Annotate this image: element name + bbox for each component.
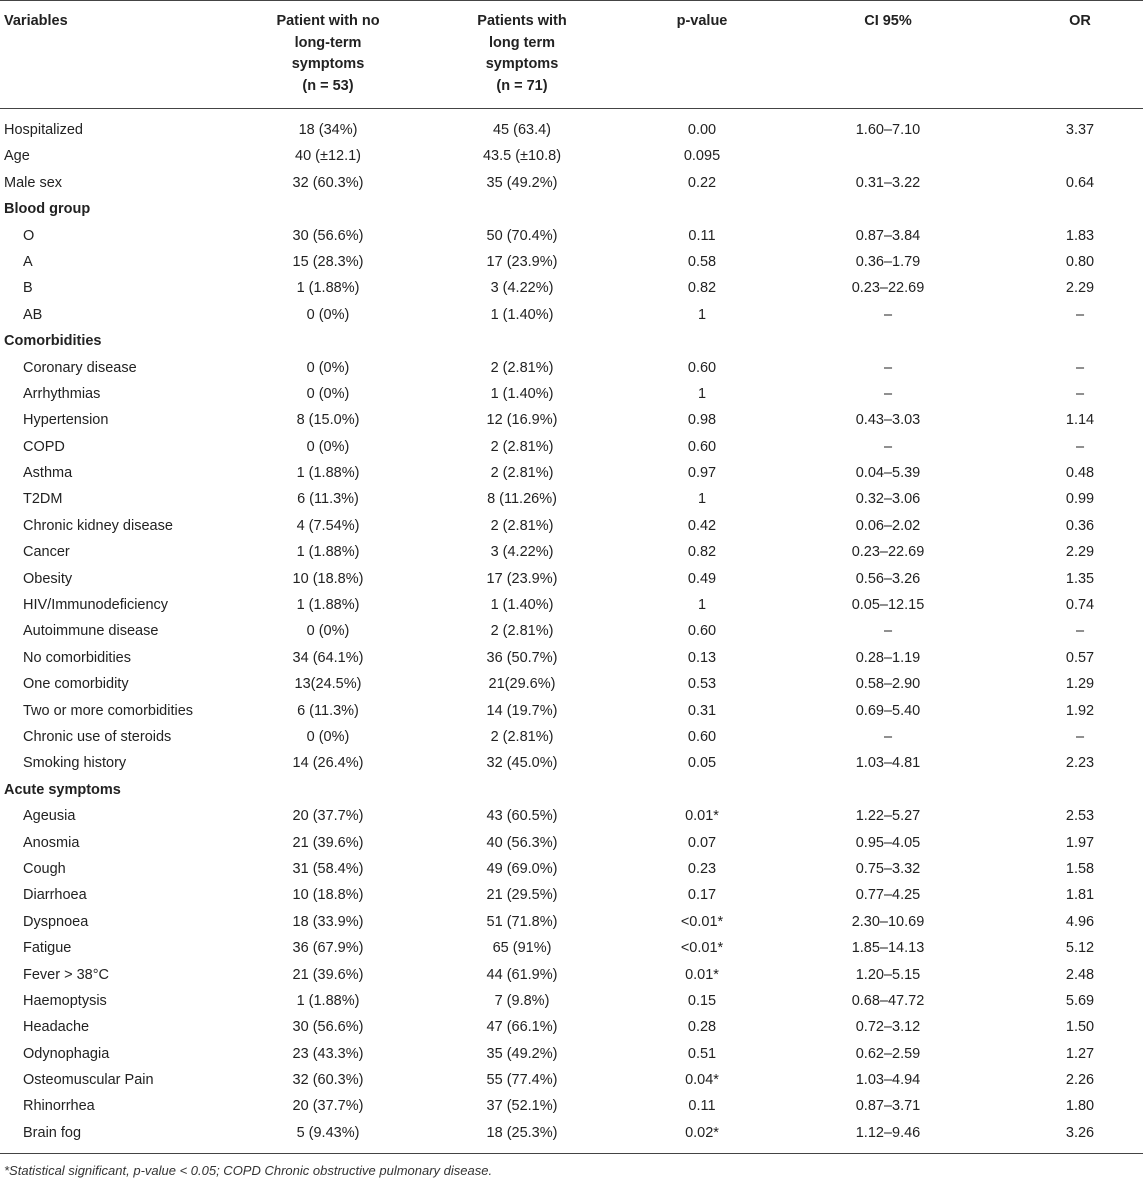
row-label: Two or more comorbidities — [23, 702, 194, 719]
cell-long-term: 47 (66.1%) — [486, 1019, 558, 1036]
cell-ci: – — [883, 359, 893, 376]
section-heading-row — [0, 196, 1143, 222]
cell-ci: 1.20–5.15 — [855, 966, 921, 983]
cell-pvalue: 1 — [697, 491, 707, 508]
table-row — [0, 935, 1143, 961]
cell-ci: 1.60–7.10 — [855, 122, 921, 138]
cell-pvalue: 0.49 — [687, 570, 717, 587]
row-label: T2DM — [23, 491, 63, 508]
cell-no-long-term: 23 (43.3%) — [292, 1045, 364, 1062]
cell-pvalue: 0.98 — [687, 412, 717, 429]
table-row — [0, 618, 1143, 644]
table-row — [0, 355, 1143, 381]
row-label: Anosmia — [23, 834, 80, 851]
table-row — [0, 407, 1143, 433]
cell-pvalue: 0.53 — [687, 676, 717, 693]
cell-long-term: 2 (2.81%) — [490, 728, 554, 745]
cell-no-long-term: 8 (15.0%) — [296, 412, 360, 429]
cell-long-term: 3 (4.22%) — [490, 544, 554, 561]
cell-pvalue: 0.60 — [687, 623, 717, 640]
cell-no-long-term: 1 (1.88%) — [296, 544, 360, 561]
cell-long-term: 2 (2.81%) — [490, 517, 554, 534]
cell-no-long-term: 0 (0%) — [306, 728, 350, 745]
row-label: Obesity — [23, 570, 73, 587]
table-row — [0, 856, 1143, 882]
table-row — [0, 803, 1143, 829]
cell-long-term: 8 (11.26%) — [487, 491, 557, 508]
cell-or: 1.29 — [1065, 676, 1095, 693]
cell-no-long-term: 4 (7.54%) — [296, 517, 360, 534]
cell-or: 1.27 — [1065, 1045, 1095, 1062]
cell-pvalue: 0.11 — [688, 1098, 716, 1115]
cell-no-long-term: 30 (56.6%) — [292, 227, 364, 244]
header-line: Patients with — [477, 13, 567, 29]
row-label: No comorbidities — [23, 649, 131, 666]
table-row — [0, 513, 1143, 539]
cell-no-long-term: 36 (67.9%) — [292, 940, 364, 957]
header-or: OR — [1069, 13, 1091, 29]
row-label: Acute symptoms — [4, 781, 121, 798]
row-label: Age — [4, 148, 30, 165]
table-row — [0, 724, 1143, 750]
cell-pvalue: 1 — [697, 385, 707, 402]
top-rule — [0, 0, 1143, 1]
cell-or: 5.12 — [1065, 940, 1095, 957]
cell-long-term: 2 (2.81%) — [490, 465, 554, 482]
row-label: Brain fog — [23, 1124, 82, 1141]
table-row — [0, 1041, 1143, 1067]
table-row — [0, 1014, 1143, 1040]
cell-long-term: 2 (2.81%) — [490, 438, 554, 455]
cell-or: – — [1075, 306, 1085, 323]
row-label: COPD — [23, 438, 65, 455]
header-line: Patient with no — [276, 13, 380, 29]
cell-long-term: 1 (1.40%) — [490, 385, 554, 402]
header-variables: Variables — [4, 13, 68, 29]
cell-or: 0.74 — [1065, 597, 1095, 614]
cell-no-long-term: 0 (0%) — [306, 438, 350, 455]
row-label: Cough — [23, 860, 66, 877]
row-label: Comorbidities — [4, 333, 102, 350]
cell-or: – — [1075, 359, 1085, 376]
cell-long-term: 32 (45.0%) — [486, 755, 558, 772]
cell-long-term: 40 (56.3%) — [486, 834, 558, 851]
cell-no-long-term: 6 (11.3%) — [297, 702, 359, 719]
row-label: Hypertension — [23, 412, 109, 429]
cell-or: 1.83 — [1065, 227, 1095, 244]
table-footnote: *Statistical significant, p-value < 0.05; COPD Chronic obstructive pulmonary disease. — [4, 1163, 493, 1178]
table-row — [0, 592, 1143, 618]
cell-pvalue: 0.07 — [687, 834, 717, 851]
cell-no-long-term: 0 (0%) — [306, 306, 350, 323]
cell-pvalue: 0.60 — [687, 438, 717, 455]
cell-long-term: 7 (9.8%) — [494, 992, 550, 1009]
cell-long-term: 49 (69.0%) — [486, 860, 558, 877]
cell-ci: 0.43–3.03 — [855, 412, 921, 429]
cell-ci: 0.04–5.39 — [855, 465, 921, 482]
row-label: Arrhythmias — [23, 385, 101, 402]
cell-or: 4.96 — [1065, 913, 1095, 930]
cell-pvalue: 0.02* — [685, 1124, 719, 1141]
cell-no-long-term: 32 (60.3%) — [292, 1072, 364, 1089]
cell-long-term: 44 (61.9%) — [486, 966, 558, 983]
row-label: Dyspnoea — [23, 913, 89, 930]
cell-ci: 1.03–4.94 — [855, 1072, 921, 1089]
cell-ci: 1.12–9.46 — [855, 1124, 921, 1141]
row-label: Ageusia — [23, 808, 76, 825]
cell-pvalue: 0.17 — [687, 887, 717, 904]
row-label: Asthma — [23, 465, 73, 482]
cell-long-term: 1 (1.40%) — [490, 306, 554, 323]
cell-ci: 0.75–3.32 — [855, 860, 921, 877]
cell-ci: 0.58–2.90 — [855, 676, 921, 693]
cell-long-term: 1 (1.40%) — [490, 597, 554, 614]
cell-ci: 0.87–3.71 — [855, 1098, 921, 1115]
cell-ci: 1.85–14.13 — [851, 940, 925, 957]
row-label: Chronic use of steroids — [23, 728, 172, 745]
cell-long-term: 12 (16.9%) — [486, 412, 558, 429]
cell-or: 2.53 — [1065, 808, 1095, 825]
header-ci: CI 95% — [864, 13, 912, 29]
table-row — [0, 143, 1143, 169]
cell-no-long-term: 6 (11.3%) — [297, 491, 359, 508]
cell-ci: 0.32–3.06 — [855, 491, 921, 508]
header-line: long term — [488, 34, 556, 51]
row-label: Osteomuscular Pain — [23, 1072, 154, 1089]
cell-ci: – — [883, 438, 893, 455]
cell-no-long-term: 1 (1.88%) — [296, 992, 360, 1009]
cell-no-long-term: 0 (0%) — [306, 623, 350, 640]
cell-pvalue: 0.11 — [688, 227, 716, 244]
table-row — [0, 381, 1143, 407]
cell-or: 2.29 — [1065, 544, 1095, 561]
cell-long-term: 51 (71.8%) — [486, 913, 558, 930]
header-line: (n = 53) — [302, 77, 354, 94]
table-row — [0, 988, 1143, 1014]
table-row — [0, 909, 1143, 935]
cell-or: 0.99 — [1065, 491, 1095, 508]
bottom-rule — [0, 1153, 1143, 1154]
cell-pvalue: 1 — [697, 306, 707, 323]
cell-long-term: 43.5 (±10.8) — [482, 148, 562, 165]
header-long-term — [452, 11, 592, 97]
header-no-long-term — [258, 11, 398, 97]
header-line: (n = 71) — [496, 77, 548, 94]
cell-ci: – — [883, 385, 893, 402]
row-label: A — [23, 253, 33, 270]
row-label: Fatigue — [23, 940, 72, 957]
cell-ci: 0.69–5.40 — [855, 702, 921, 719]
cell-ci: 0.23–22.69 — [851, 280, 925, 297]
table-row — [0, 671, 1143, 697]
cell-or: – — [1075, 385, 1085, 402]
cell-long-term: 2 (2.81%) — [490, 359, 554, 376]
row-label: Coronary disease — [23, 359, 137, 376]
cell-pvalue: 0.82 — [687, 280, 717, 297]
cell-pvalue: <0.01* — [680, 913, 724, 930]
cell-no-long-term: 0 (0%) — [306, 385, 350, 402]
cell-no-long-term: 10 (18.8%) — [292, 570, 364, 587]
table-row — [0, 645, 1143, 671]
cell-or: 1.92 — [1065, 702, 1095, 719]
row-label: Male sex — [4, 174, 63, 191]
row-label: Cancer — [23, 544, 70, 561]
cell-long-term: 21 (29.5%) — [486, 887, 558, 904]
cell-ci: 0.23–22.69 — [851, 544, 925, 561]
cell-no-long-term: 21 (39.6%) — [292, 966, 364, 983]
cell-ci: 0.36–1.79 — [855, 253, 921, 270]
table-row — [0, 566, 1143, 592]
cell-or: 0.64 — [1065, 174, 1095, 191]
cell-long-term: 21(29.6%) — [488, 676, 556, 693]
table-row — [0, 434, 1143, 460]
table-row — [0, 223, 1143, 249]
cell-or: 2.26 — [1065, 1072, 1095, 1089]
cell-long-term: 35 (49.2%) — [486, 1045, 558, 1062]
cell-no-long-term: 1 (1.88%) — [296, 597, 360, 614]
row-label: Odynophagia — [23, 1045, 110, 1062]
table-row — [0, 170, 1143, 196]
cell-ci: 0.72–3.12 — [855, 1019, 921, 1036]
cell-ci: 0.87–3.84 — [855, 227, 921, 244]
cell-pvalue: 0.15 — [687, 992, 717, 1009]
cell-pvalue: 0.04* — [685, 1072, 719, 1089]
cell-long-term: 65 (91%) — [492, 940, 552, 957]
header-line: long-term — [294, 34, 362, 51]
cell-pvalue: 0.05 — [687, 755, 717, 772]
cell-long-term: 14 (19.7%) — [486, 702, 558, 719]
cell-long-term: 37 (52.1%) — [486, 1098, 558, 1115]
row-label: Haemoptysis — [23, 992, 107, 1009]
cell-or: 2.29 — [1065, 280, 1095, 297]
cell-or: 3.26 — [1065, 1124, 1095, 1141]
cell-pvalue: 0.00 — [687, 122, 717, 138]
section-heading-row — [0, 328, 1143, 354]
table-row — [0, 750, 1143, 776]
cell-ci: 0.31–3.22 — [855, 174, 921, 191]
cell-ci: 0.62–2.59 — [855, 1045, 921, 1062]
cell-no-long-term: 20 (37.7%) — [292, 808, 364, 825]
cell-or: 0.57 — [1065, 649, 1095, 666]
cell-pvalue: 0.60 — [687, 728, 717, 745]
table-row — [0, 117, 1143, 143]
cell-or: 1.14 — [1065, 412, 1095, 429]
cell-pvalue: 0.01* — [685, 808, 719, 825]
cell-no-long-term: 1 (1.88%) — [296, 465, 360, 482]
table-row — [0, 486, 1143, 512]
cell-pvalue: 0.28 — [687, 1019, 717, 1036]
table-row — [0, 830, 1143, 856]
cell-or: 0.36 — [1065, 517, 1095, 534]
header-line: symptoms — [485, 56, 559, 72]
cell-long-term: 45 (63.4) — [492, 122, 552, 138]
cell-long-term: 35 (49.2%) — [486, 174, 558, 191]
cell-ci: – — [883, 728, 893, 745]
cell-or: 2.48 — [1065, 966, 1095, 983]
cell-or: 1.80 — [1065, 1098, 1095, 1115]
cell-no-long-term: 13(24.5%) — [294, 676, 362, 693]
cell-pvalue: 0.60 — [687, 359, 717, 376]
table-row — [0, 302, 1143, 328]
row-label: Rhinorrhea — [23, 1098, 95, 1115]
cell-long-term: 17 (23.9%) — [486, 253, 558, 270]
row-label: One comorbidity — [23, 676, 129, 693]
cell-pvalue: 1 — [697, 597, 707, 614]
cell-or: 0.48 — [1065, 465, 1095, 482]
table-row — [0, 698, 1143, 724]
cell-ci: 0.56–3.26 — [855, 570, 921, 587]
row-label: Chronic kidney disease — [23, 517, 173, 534]
row-label: Diarrhoea — [23, 887, 87, 904]
cell-or: – — [1075, 623, 1085, 640]
cell-pvalue: 0.22 — [687, 174, 717, 191]
cell-long-term: 18 (25.3%) — [486, 1124, 558, 1141]
cell-no-long-term: 32 (60.3%) — [292, 174, 364, 191]
row-label: HIV/Immunodeficiency — [23, 597, 169, 614]
cell-long-term: 36 (50.7%) — [486, 649, 558, 666]
cell-pvalue: <0.01* — [680, 940, 724, 957]
cell-or: – — [1075, 438, 1085, 455]
cell-pvalue: 0.82 — [687, 544, 717, 561]
cell-long-term: 55 (77.4%) — [486, 1072, 558, 1089]
table-row — [0, 1120, 1143, 1146]
row-label: B — [23, 280, 33, 297]
row-label: Fever > 38°C — [23, 966, 109, 983]
cell-pvalue: 0.01* — [685, 966, 719, 983]
section-heading-row — [0, 777, 1143, 803]
table-row — [0, 249, 1143, 275]
cell-no-long-term: 10 (18.8%) — [292, 887, 364, 904]
row-label: Smoking history — [23, 755, 127, 772]
cell-or: 1.50 — [1065, 1019, 1095, 1036]
cell-ci: – — [883, 623, 893, 640]
cell-no-long-term: 5 (9.43%) — [296, 1124, 360, 1141]
header-rule — [0, 108, 1143, 109]
cell-no-long-term: 40 (±12.1) — [295, 148, 361, 165]
cell-no-long-term: 21 (39.6%) — [292, 834, 364, 851]
cell-long-term: 2 (2.81%) — [490, 623, 554, 640]
cell-no-long-term: 34 (64.1%) — [292, 649, 364, 666]
table-row — [0, 1067, 1143, 1093]
cell-long-term: 50 (70.4%) — [486, 227, 558, 244]
table-row — [0, 460, 1143, 486]
cell-ci: 2.30–10.69 — [851, 913, 925, 930]
cell-no-long-term: 14 (26.4%) — [292, 755, 364, 772]
cell-ci: 0.68–47.72 — [851, 992, 925, 1009]
cell-or: 1.35 — [1065, 570, 1095, 587]
header-line: symptoms — [291, 56, 365, 72]
cell-ci: – — [883, 306, 893, 323]
cell-pvalue: 0.42 — [687, 517, 717, 534]
cell-ci: 1.03–4.81 — [855, 755, 921, 772]
cell-pvalue: 0.23 — [687, 860, 717, 877]
cell-or: 0.80 — [1065, 253, 1095, 270]
row-label: O — [23, 227, 35, 244]
row-label: Hospitalized — [4, 122, 83, 138]
cell-long-term: 43 (60.5%) — [486, 808, 558, 825]
table-row — [0, 1093, 1143, 1119]
header-pvalue: p-value — [676, 13, 728, 29]
cell-ci: 0.77–4.25 — [855, 887, 921, 904]
cell-pvalue: 0.58 — [687, 253, 717, 270]
row-label: Headache — [23, 1019, 90, 1036]
cell-ci: 0.06–2.02 — [855, 517, 921, 534]
cell-ci: 0.05–12.15 — [851, 597, 925, 614]
cell-or: 2.23 — [1065, 755, 1095, 772]
cell-or: 1.81 — [1065, 887, 1095, 904]
cell-or: 1.97 — [1065, 834, 1095, 851]
cell-no-long-term: 18 (34%) — [298, 122, 358, 138]
cell-or: 5.69 — [1065, 992, 1095, 1009]
cell-ci: 1.22–5.27 — [855, 808, 921, 825]
cell-no-long-term: 31 (58.4%) — [292, 860, 364, 877]
table-row — [0, 275, 1143, 301]
cell-no-long-term: 30 (56.6%) — [292, 1019, 364, 1036]
cell-no-long-term: 18 (33.9%) — [292, 913, 364, 930]
cell-ci: 0.28–1.19 — [855, 649, 921, 666]
cell-pvalue: 0.51 — [687, 1045, 717, 1062]
cell-pvalue: 0.13 — [687, 649, 717, 666]
row-label: Blood group — [4, 201, 91, 218]
cell-or: 1.58 — [1065, 860, 1095, 877]
cell-pvalue: 0.97 — [687, 465, 717, 482]
cell-no-long-term: 15 (28.3%) — [292, 253, 364, 270]
cell-long-term: 3 (4.22%) — [490, 280, 554, 297]
table-row — [0, 882, 1143, 908]
cell-or: – — [1075, 728, 1085, 745]
row-label: Autoimmune disease — [23, 623, 159, 640]
cell-pvalue: 0.095 — [683, 148, 721, 165]
cell-no-long-term: 1 (1.88%) — [296, 280, 360, 297]
table-row — [0, 962, 1143, 988]
cell-no-long-term: 0 (0%) — [306, 359, 350, 376]
cell-or: 3.37 — [1065, 122, 1095, 138]
cell-ci: 0.95–4.05 — [855, 834, 921, 851]
cell-long-term: 17 (23.9%) — [486, 570, 558, 587]
cell-pvalue: 0.31 — [687, 702, 717, 719]
table-body — [0, 117, 1143, 1146]
row-label: AB — [23, 306, 43, 323]
cell-no-long-term: 20 (37.7%) — [292, 1098, 364, 1115]
table-row — [0, 539, 1143, 565]
